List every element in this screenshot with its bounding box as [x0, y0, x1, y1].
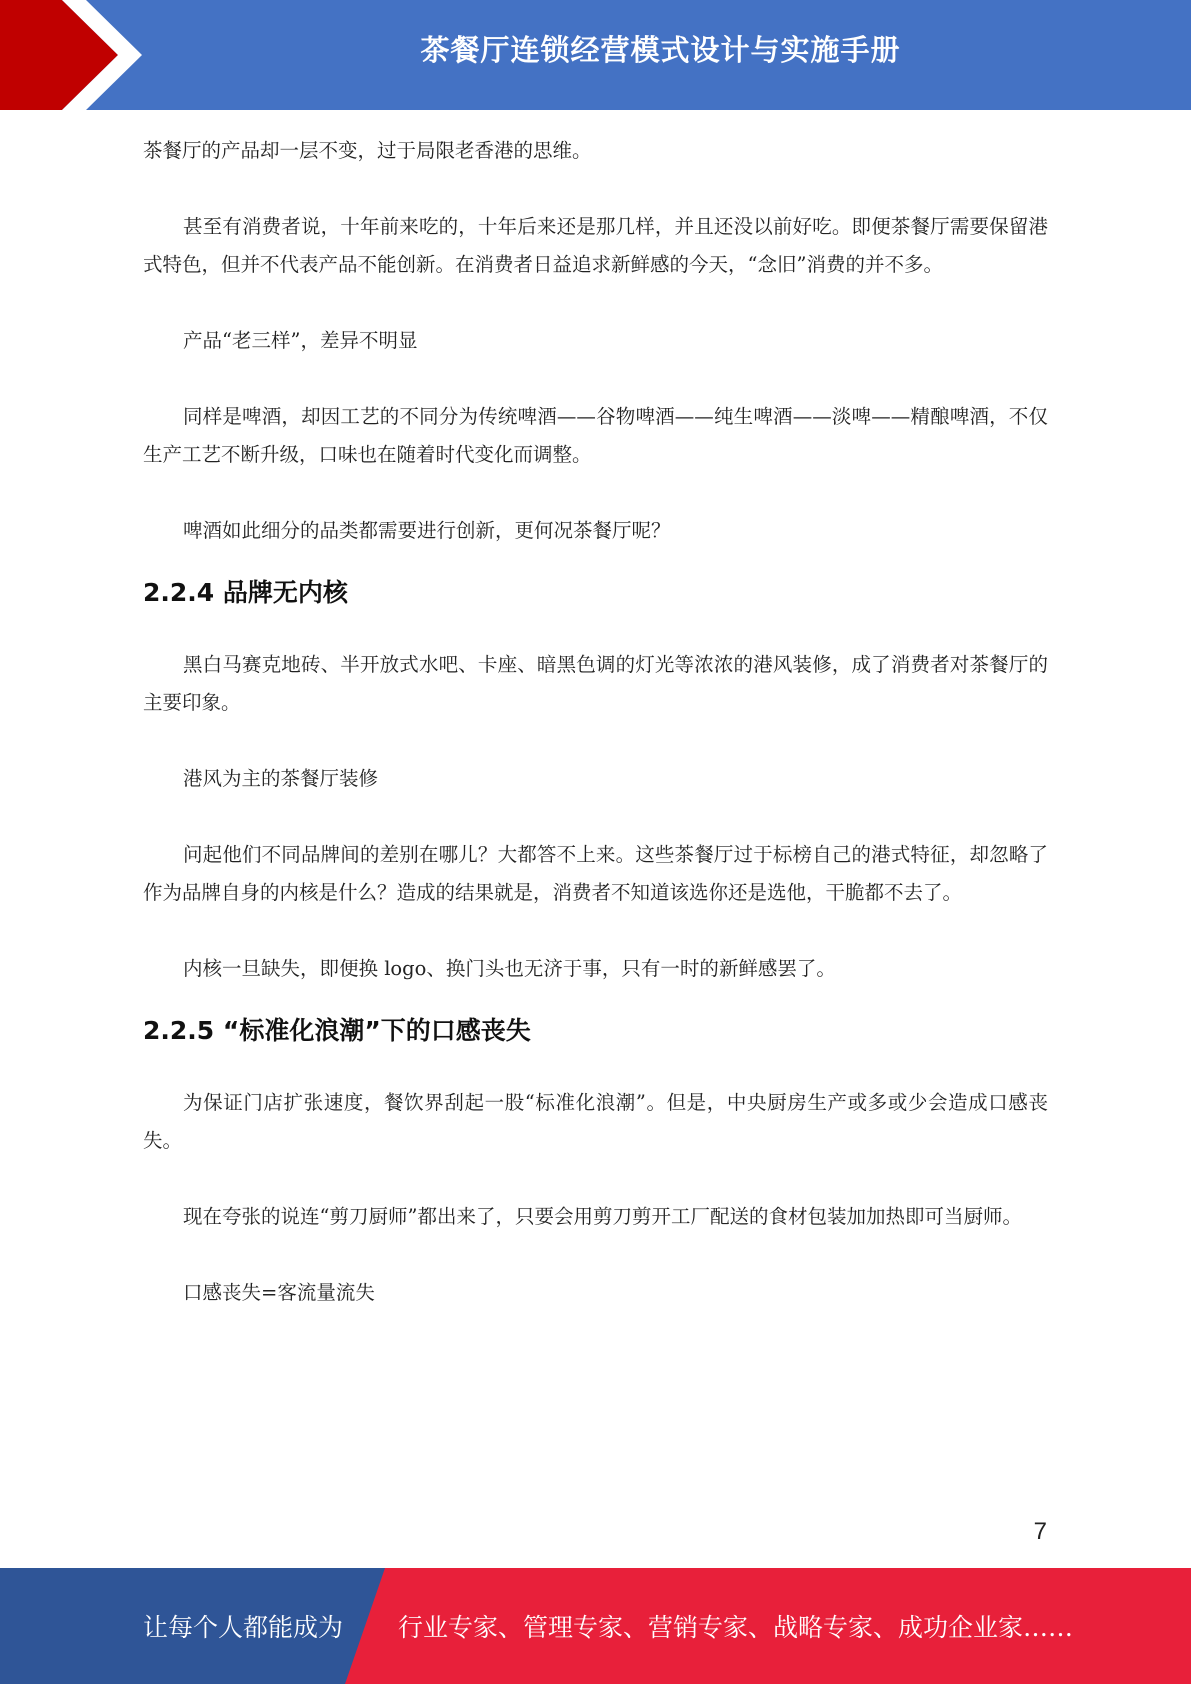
document-title: 茶餐厅连锁经营模式设计与实施手册 — [420, 33, 901, 67]
footer-slogan-right: 行业专家、管理专家、营销专家、战略专家、成功企业家…… — [398, 1613, 1074, 1642]
footer-slogan-left: 让每个人都能成为 — [143, 1613, 344, 1642]
page-header — [0, 0, 1191, 110]
paragraph: 问起他们不同品牌间的差别在哪儿？大都答不上来。这些茶餐厅过于标榜自己的港式特征，却忽略了作为品牌自身的内核是什么？造成的结果就是，消费者不知道该选你还是选他，干脆都不去了。 — [143, 843, 1048, 904]
paragraph: 黑白马赛克地砖、半开放式水吧、卡座、暗黑色调的灯光等浓浓的港风装修，成了消费者对茶餐厅的主要印象。 — [143, 653, 1048, 714]
paragraph: 同样是啤酒，却因工艺的不同分为传统啤酒——谷物啤酒——纯生啤酒——淡啤——精酿啤酒，不仅生产工艺不断升级，口味也在随着时代变化而调整。 — [143, 405, 1048, 466]
paragraph: 啤酒如此细分的品类都需要进行创新，更何况茶餐厅呢？ — [183, 519, 671, 542]
paragraph: 内核一旦缺失，即便换 logo、换门头也无济于事，只有一时的新鲜感罢了。 — [183, 957, 836, 980]
paragraph: 甚至有消费者说，十年前来吃的，十年后来还是那几样，并且还没以前好吃。即便茶餐厅需要保留港式特色，但并不代表产品不能创新。在消费者日益追求新鲜感的今天，“念旧”消费的并不多。 — [143, 215, 1048, 276]
section-heading: 2.2.4 品牌无内核 — [143, 578, 348, 607]
paragraph: 茶餐厅的产品却一层不变，过于局限老香港的思维。 — [143, 139, 592, 162]
page-content — [143, 132, 1048, 1312]
paragraph: 现在夸张的说连“剪刀厨师”都出来了，只要会用剪刀剪开工厂配送的食材包装加加热即可当厨师。 — [183, 1205, 1022, 1228]
page-footer — [0, 1568, 1191, 1684]
paragraph: 口感丧失=客流量流失 — [183, 1281, 375, 1304]
page-number: 7 — [1033, 1518, 1047, 1545]
paragraph: 港风为主的茶餐厅装修 — [183, 767, 379, 790]
paragraph: 为保证门店扩张速度，餐饮界刮起一股“标准化浪潮”。但是，中央厨房生产或多或少会造成口感丧失。 — [143, 1091, 1048, 1152]
section-heading: 2.2.5 “标准化浪潮”下的口感丧失 — [143, 1016, 531, 1045]
paragraph: 产品“老三样”，差异不明显 — [183, 329, 418, 352]
